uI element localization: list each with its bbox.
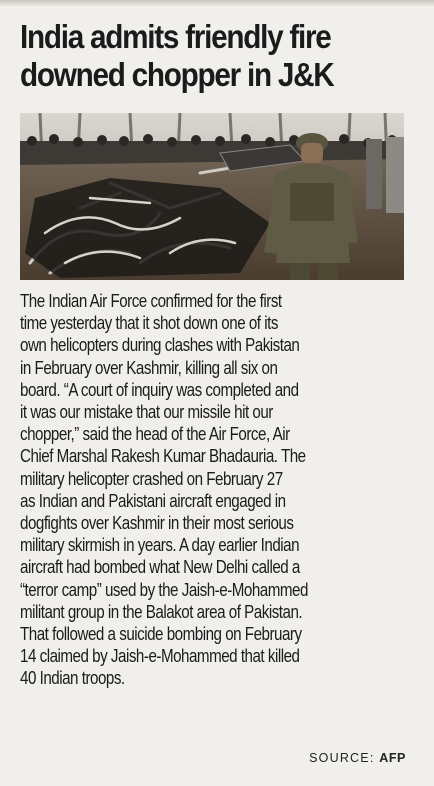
headline-line: downed chopper in J&K bbox=[20, 56, 334, 93]
article-line: That followed a suicide bombing on February bbox=[20, 623, 302, 645]
headline-line: India admits friendly fire bbox=[20, 18, 331, 55]
source-credit bbox=[309, 751, 406, 765]
article-line: it was our mistake that our missile hit our bbox=[20, 401, 273, 423]
article-line: in February over Kashmir, killing all six on bbox=[20, 356, 278, 378]
article-line: 40 Indian troops. bbox=[20, 667, 125, 689]
article-line: as Indian and Pakistani aircraft engaged in bbox=[20, 489, 286, 511]
news-photo bbox=[20, 113, 404, 280]
article-line: The Indian Air Force confirmed for the first bbox=[20, 290, 282, 311]
article-line: own helicopters during clashes with Pakistan bbox=[20, 334, 300, 356]
article-line: military helicopter crashed on February 27 bbox=[20, 467, 283, 489]
article-body bbox=[20, 290, 348, 690]
article-line: 14 claimed by Jaish-e-Mohammed that killed bbox=[20, 645, 300, 667]
article-line: military skirmish in years. A day earlier Indian bbox=[20, 534, 300, 556]
article-line: board. “A court of inquiry was completed and bbox=[20, 378, 299, 400]
source-name: AFP bbox=[379, 751, 406, 765]
article-line: Chief Marshal Rakesh Kumar Bhadauria. The bbox=[20, 445, 306, 467]
article-line: time yesterday that it shot down one of its bbox=[20, 312, 278, 334]
source-label: SOURCE: bbox=[309, 751, 375, 765]
top-strip bbox=[0, 0, 434, 6]
article-line: “terror camp” used by the Jaish-e-Mohammed bbox=[20, 578, 308, 600]
article-line: chopper,” said the head of the Air Force, Air bbox=[20, 423, 290, 445]
article-line: aircraft had bombed what New Delhi called a bbox=[20, 556, 300, 578]
article-line: militant group in the Balakot area of Pakistan. bbox=[20, 600, 303, 622]
headline bbox=[20, 18, 380, 94]
article-line: dogfights over Kashmir in their most serious bbox=[20, 512, 294, 534]
helicopter-wreckage-photo bbox=[20, 113, 404, 280]
